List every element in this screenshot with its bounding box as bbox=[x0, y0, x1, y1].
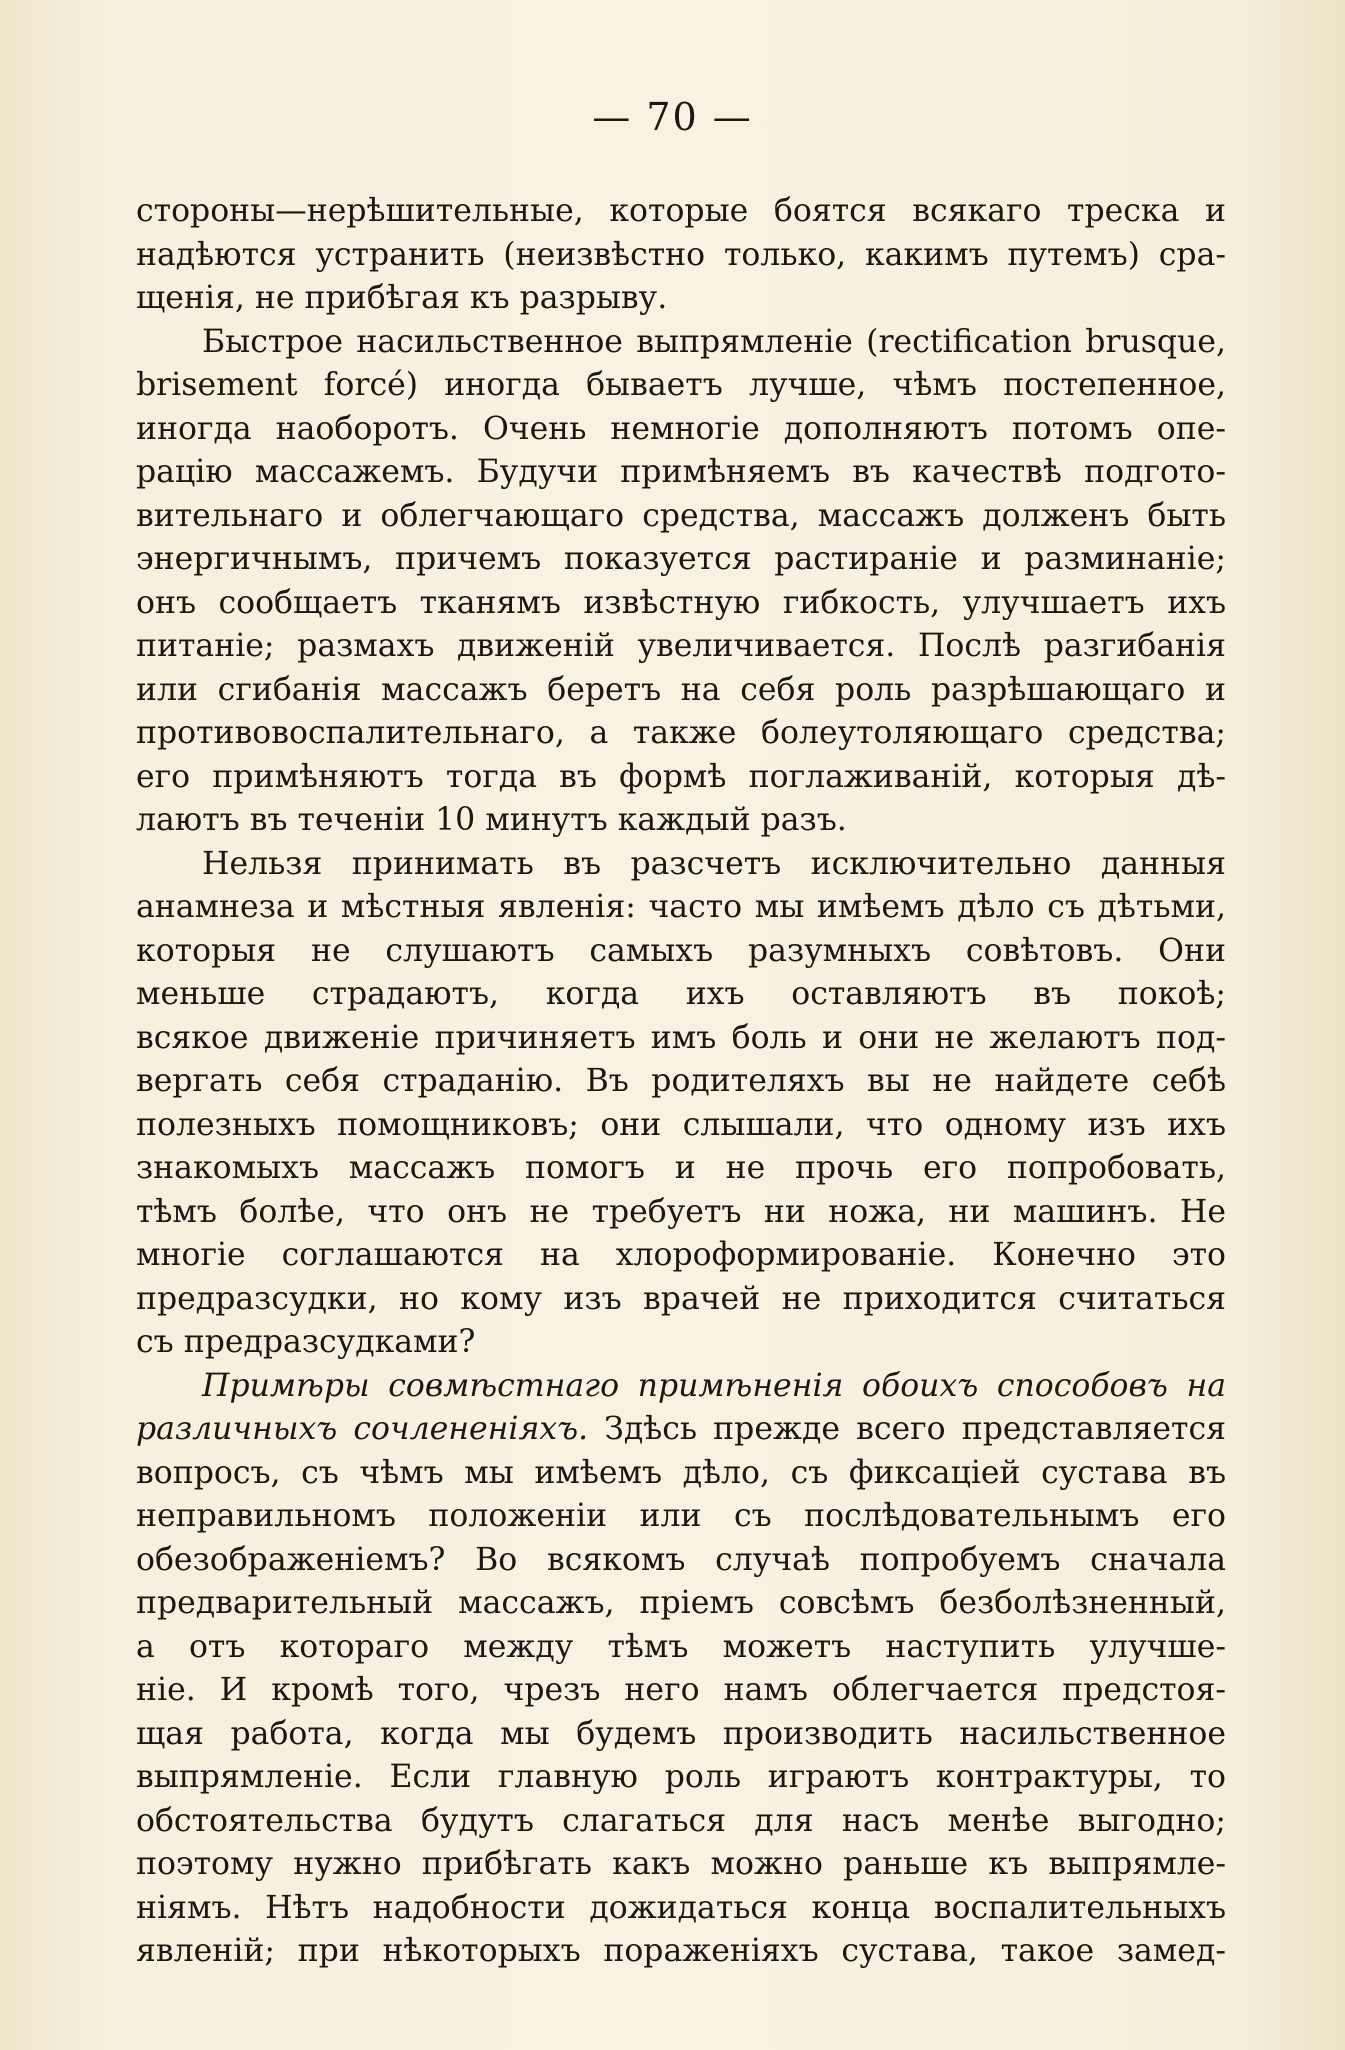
text-line: многіе соглашаются на хлороформированіе. Конечно это bbox=[136, 1237, 1226, 1273]
text-line: анамнеза и мѣстныя явленія: часто мы имѣемъ дѣло съ дѣтьми, bbox=[136, 889, 1226, 925]
text-line: тѣмъ болѣе, что онъ не требуетъ ни ножа, ни машинъ. Не bbox=[136, 1193, 1226, 1230]
page-number: — 70 — bbox=[592, 95, 753, 139]
line-text: Здѣсь прежде всего представляется bbox=[588, 1411, 1226, 1447]
text-line: надѣются устранить (неизвѣстно только, какимъ путемъ) сра- bbox=[136, 236, 1226, 273]
text-line: предразсудки, но кому изъ врачей не приходится считаться bbox=[136, 1280, 1226, 1317]
text-line: онъ сообщаетъ тканямъ извѣстную гибкость, улучшаетъ ихъ bbox=[136, 584, 1226, 621]
text-line: его примѣняютъ тогда въ формѣ поглаживаній, которыя дѣ- bbox=[136, 758, 1226, 795]
text-line: ніямъ. Нѣтъ надобности дожидаться конца воспалительныхъ bbox=[136, 1889, 1226, 1926]
text-line: которыя не слушаютъ самыхъ разумныхъ совѣтовъ. Они bbox=[136, 932, 1226, 969]
text-line: Нельзя принимать въ разсчетъ исключительно данныя bbox=[202, 845, 1226, 882]
italic-heading-text: Примѣры совмѣстнаго примѣненія обоихъ способовъ на bbox=[202, 1367, 1226, 1404]
text-line: съ предразсудками? bbox=[136, 1324, 476, 1360]
text-line: или сгибанія массажъ беретъ на себя роль разрѣшающаго и bbox=[136, 671, 1226, 708]
text-line: обезображеніемъ? Во всякомъ случаѣ попробуемъ сначала bbox=[136, 1541, 1226, 1578]
text-line: щенія, не прибѣгая къ разрыву. bbox=[136, 280, 668, 316]
text-line: обстоятельства будутъ слагаться для насъ менѣе выгодно; bbox=[136, 1802, 1226, 1839]
text-line: меньше страдаютъ, когда ихъ оставляютъ въ покоѣ; bbox=[136, 976, 1226, 1012]
text-line: всякое движеніе причиняетъ имъ боль и они не желаютъ под- bbox=[136, 1019, 1226, 1056]
text-line: энергичнымъ, причемъ показуется растираніе и разминаніе; bbox=[136, 541, 1226, 577]
text-line: явленій; при нѣкоторыхъ пораженіяхъ сустава, такое замед- bbox=[136, 1933, 1226, 1969]
text-line: противовоспалительнаго, а также болеутоляющаго средства; bbox=[136, 715, 1226, 751]
text-line: brisement forcé) иногда бываетъ лучше, чѣмъ постепенное, bbox=[136, 367, 1226, 403]
text-line: неправильномъ положеніи или съ послѣдовательнымъ его bbox=[136, 1498, 1226, 1534]
text-line: стороны—нерѣшительные, которые боятся всякаго треска и bbox=[136, 193, 1226, 229]
text-line: выпрямленіе. Если главную роль играютъ контрактуры, то bbox=[136, 1759, 1226, 1795]
text-line: вопросъ, съ чѣмъ мы имѣемъ дѣло, съ фиксаціей сустава въ bbox=[136, 1454, 1226, 1491]
text-line: рацію массажемъ. Будучи примѣняемъ въ качествѣ подгото- bbox=[136, 454, 1226, 490]
text-line: предварительный массажъ, пріемъ совсѣмъ безболѣзненный, bbox=[136, 1585, 1226, 1621]
text-line: Быстрое насильственное выпрямленіе (rectification brusque, bbox=[202, 323, 1226, 360]
italic-heading-text: различныхъ сочлененіяхъ. bbox=[136, 1411, 589, 1447]
text-line: вергать себя страданію. Въ родителяхъ вы не найдете себѣ bbox=[136, 1063, 1226, 1099]
text-line: ніе. И кромѣ того, чрезъ него намъ облегчается предстоя- bbox=[136, 1672, 1226, 1708]
text-line: щая работа, когда мы будемъ производить насильственное bbox=[136, 1715, 1226, 1752]
body-text bbox=[136, 190, 1226, 1974]
text-line: иногда наоборотъ. Очень немногіе дополняютъ потомъ опе- bbox=[136, 410, 1226, 447]
text-line: а отъ котораго между тѣмъ можетъ наступить улучше- bbox=[136, 1628, 1226, 1665]
text-line bbox=[136, 1408, 1226, 1452]
text-line: лаютъ въ теченіи 10 минутъ каждый разъ. bbox=[136, 802, 847, 838]
text-line: вительнаго и облегчающаго средства, массажъ долженъ быть bbox=[136, 497, 1226, 534]
text-line: питаніе; размахъ движеній увеличивается. Послѣ разгибанія bbox=[136, 628, 1226, 664]
text-line: полезныхъ помощниковъ; они слышали, что одному изъ ихъ bbox=[136, 1106, 1226, 1143]
text-line: знакомыхъ массажъ помогъ и не прочь его попробовать, bbox=[136, 1150, 1226, 1186]
text-line: поэтому нужно прибѣгать какъ можно раньше къ выпрямле- bbox=[136, 1846, 1226, 1882]
text-line bbox=[136, 1365, 1226, 1409]
